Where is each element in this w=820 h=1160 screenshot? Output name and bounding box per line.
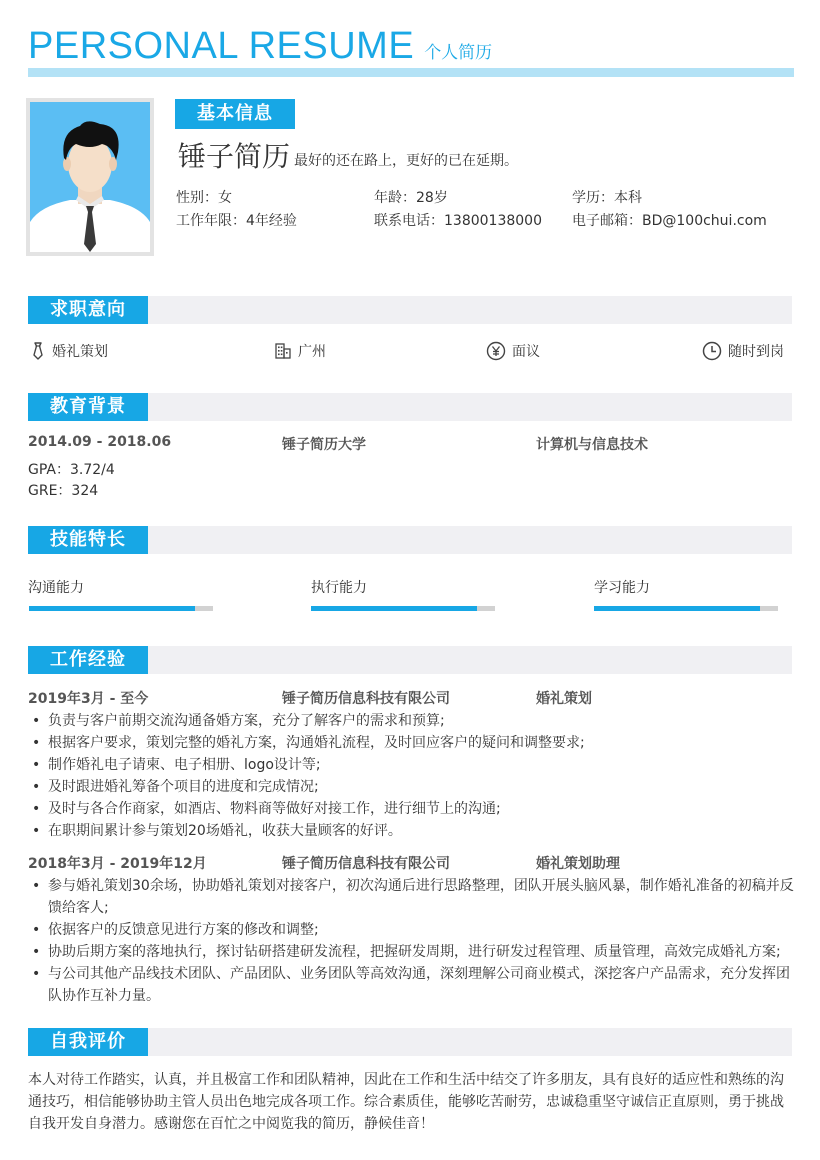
section-header-intent [28,296,792,324]
intent-position [30,340,108,362]
info-email: 电子邮箱：BD@100chui.com [572,213,767,229]
education-gre: GRE：324 [28,483,99,499]
list-item: • 参与婚礼策划30余场，协助婚礼策划对接客户，初次沟通后进行思路整理，团队开展头脑风暴，制作婚礼准备的初稿并反馈给客人; [28,875,798,919]
info-gender: 性别：女 [176,190,232,206]
section-basic-info: 基本信息 [175,99,295,129]
education-major: 计算机与信息技术 [536,437,648,453]
education-period: 2014.09 - 2018.06 [28,434,172,450]
education-school: 锤子简历大学 [282,437,366,453]
section-title-education: 教育背景 [28,393,148,421]
intent-city [274,340,326,362]
job-period: 2018年3月 - 2019年12月 [28,856,207,872]
yen-icon [486,341,506,361]
name-line [178,140,518,174]
header-divider [28,68,794,77]
resume-header [28,26,492,66]
skill-bar-learning [594,606,778,611]
section-title-self-eval: 自我评价 [28,1028,148,1056]
candidate-motto: 最好的还在路上，更好的已在延期。 [294,153,519,169]
list-item: • 在职期间累计参与策划20场婚礼，收获大量顾客的好评。 [28,820,798,842]
intent-availability [702,340,784,362]
profile-photo [26,98,154,256]
skill-fill [594,606,760,611]
section-header-work [28,646,792,674]
basic-info-grid [176,190,796,230]
list-item: • 负责与客户前期交流沟通备婚方案，充分了解客户的需求和预算; [28,710,798,732]
list-item: • 协助后期方案的落地执行，探讨钻研搭建研发流程，把握研发周期，进行研发过程管理、质量管理，高效完成婚礼方案; [28,941,798,963]
list-item: • 依据客户的反馈意见进行方案的修改和调整; [28,919,798,941]
intent-city-text: 广州 [298,344,326,360]
info-age: 年龄：28岁 [374,190,448,206]
tie-icon [30,342,46,360]
skill-label-execution: 执行能力 [311,580,367,596]
section-header-self-eval [28,1028,792,1056]
skill-label-communication: 沟通能力 [28,580,84,596]
title-en: PERSONAL RESUME [28,25,415,67]
self-evaluation-text: 本人对待工作踏实，认真，并且极富工作和团队精神，因此在工作和生活中结交了许多朋友，具有良好的适应性和熟练的沟通技巧，相信能够协助主管人员出色地完成各项工作。综合素质佳，能够吃苦耐劳，忠诚稳重坚守诚信正直原则，勇于挑战自我开发自身潜力。感谢您在百忙之中阅览我的简历，静候佳音！ [28,1072,784,1132]
section-header-education [28,393,792,421]
section-title-skills: 技能特长 [28,526,148,554]
info-phone: 联系电话：13800138000 [374,213,542,229]
avatar-illustration [30,102,150,252]
skill-bar-execution [311,606,495,611]
skill-label-learning: 学习能力 [594,580,650,596]
education-gpa: GPA：3.72/4 [28,462,115,478]
section-title-intent: 求职意向 [28,296,148,324]
section-title-work: 工作经验 [28,646,148,674]
job-duties-1 [28,710,798,842]
info-experience: 工作年限：4年经验 [176,213,297,229]
job-company: 锤子简历信息科技有限公司 [282,856,450,872]
list-item: • 制作婚礼电子请柬、电子相册、logo设计等; [28,754,798,776]
job-header-2 [28,853,788,871]
skill-bar-communication [29,606,213,611]
clock-icon [702,341,722,361]
job-period: 2019年3月 - 至今 [28,691,149,707]
info-education: 学历：本科 [572,190,642,206]
intent-salary [486,340,540,362]
job-company: 锤子简历信息科技有限公司 [282,691,450,707]
section-header-skills [28,526,792,554]
job-header-1 [28,688,788,706]
list-item: • 及时跟进婚礼筹备个项目的进度和完成情况; [28,776,798,798]
candidate-name: 锤子简历 [178,140,291,173]
job-duties-2 [28,875,798,1007]
skill-fill [29,606,195,611]
job-title: 婚礼策划助理 [536,856,620,872]
list-item: • 与公司其他产品线技术团队、产品团队、业务团队等高效沟通，深刻理解公司商业模式，深挖客户产品需求，充分发挥团队协作互补力量。 [28,963,798,1007]
building-icon [274,342,292,360]
intent-position-text: 婚礼策划 [52,344,108,360]
job-title: 婚礼策划 [536,691,592,707]
job-intent-row [28,340,784,362]
list-item: • 根据客户要求，策划完整的婚礼方案，沟通婚礼流程，及时回应客户的疑问和调整要求; [28,732,798,754]
skill-fill [311,606,477,611]
title-cn: 个人简历 [424,43,493,63]
list-item: • 及时与各合作商家，如酒店、物料商等做好对接工作，进行细节上的沟通; [28,798,798,820]
intent-salary-text: 面议 [512,344,540,360]
intent-availability-text: 随时到岗 [728,344,784,360]
